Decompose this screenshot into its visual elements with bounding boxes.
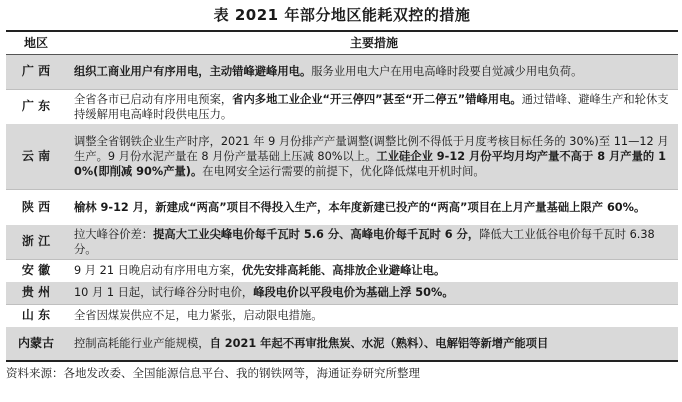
table-row <box>6 55 678 89</box>
measure-text-strong: 提高大工业尖峰电价每千瓦时 5.6 分、高峰电价每千瓦时 6 分， <box>153 227 480 241</box>
document-page <box>6 0 678 402</box>
region-cell: 陕 西 <box>21 199 51 214</box>
table-row <box>6 124 678 189</box>
region-cell: 贵 州 <box>21 285 51 300</box>
header-region: 地区 <box>23 36 48 50</box>
measure-text: 通过错峰、避峰生产和轮休支持缓解用电高峰时段供电压力。 <box>74 92 669 121</box>
measure-text-strong: 榆林 9-12 月，新建成“两高”项目不得投入生产，本年度新建已投产的“两高”项目在上月产量基础上限产 60%。 <box>74 200 646 214</box>
measure-text: 降低大工业低谷电价每千瓦时 6.38 分。 <box>74 227 655 256</box>
measure-cell <box>66 225 678 259</box>
measure-cell <box>66 90 678 124</box>
measure-text-strong: 组织工商业用户有序用电，主动错峰避峰用电。 <box>74 65 312 79</box>
region-cell: 安 徽 <box>21 263 51 278</box>
table-title: 表 2021 年部分地区能耗双控的措施 <box>213 6 471 24</box>
measure-text-strong: 自 2021 年起不再审批焦炭、水泥（熟料）、电解铝等新增产能项目 <box>209 336 549 350</box>
measure-text: 全省因煤炭供应不足，电力紧张，启动限电措施。 <box>74 309 323 323</box>
table-row <box>6 189 678 225</box>
measure-text-strong: 优先安排高耗能、高排放企业避峰让电。 <box>241 264 446 278</box>
table-row <box>6 259 678 282</box>
region-cell: 广 东 <box>21 99 51 114</box>
measure-text: 服务业用电大户在用电高峰时段要自觉减少用电负荷。 <box>311 65 583 79</box>
measure-text-strong: 峰段电价以平段电价为基础上浮 50%。 <box>253 286 454 300</box>
measure-text: 控制高耗能行业产能规模， <box>74 336 210 350</box>
measure-text: 10 月 1 日起，试行峰谷分时电价， <box>74 286 254 300</box>
region-cell: 浙 江 <box>21 234 51 249</box>
measure-cell <box>66 260 678 282</box>
measure-text: 全省各市已启动有序用电预案， <box>74 92 233 106</box>
measure-text: 拉大峰谷价差： <box>74 227 154 241</box>
table-row <box>6 89 678 124</box>
measure-cell <box>66 282 678 304</box>
measure-cell <box>66 190 678 225</box>
table-row <box>6 304 678 327</box>
table-row <box>6 282 678 304</box>
measure-cell <box>66 327 678 360</box>
region-cell: 内蒙古 <box>17 335 54 350</box>
measure-cell <box>66 55 678 89</box>
region-cell: 云 南 <box>21 148 51 163</box>
measure-text: 9 月 21 日晚启动有序用电方案， <box>74 264 242 278</box>
source-note: 资料来源：各地发改委、全国能源信息平台、我的钢铁网等，海通证券研究所整理 <box>6 366 420 380</box>
region-cell: 山 东 <box>21 308 51 323</box>
measure-cell <box>66 124 678 189</box>
header-measures: 主要措施 <box>349 36 398 50</box>
measure-text-strong: 省内多地工业企业“开三停四”甚至“开二停五”错峰用电。 <box>232 92 522 106</box>
measure-cell <box>66 305 678 327</box>
measure-text: 调整全省钢铁企业生产时序，2021 年 9 月份排产产量调整(调整比例不得低于月度考核目标任务的 30%)至 11—12 月生产。9 月份水泥产量在 8 月份产量基础上压减 80%以上。 <box>74 134 669 163</box>
table-header <box>6 30 678 55</box>
table-row <box>6 327 678 362</box>
measure-text: 在电网安全运行需要的前提下，优化降低煤电开机时间。 <box>202 165 485 179</box>
region-cell: 广 西 <box>21 64 51 79</box>
table-row <box>6 225 678 259</box>
measure-text-strong: 工业硅企业 9-12 月份平均月均产量不高于 8 月产量的 10%(即削减 90%产量)。 <box>74 149 666 179</box>
